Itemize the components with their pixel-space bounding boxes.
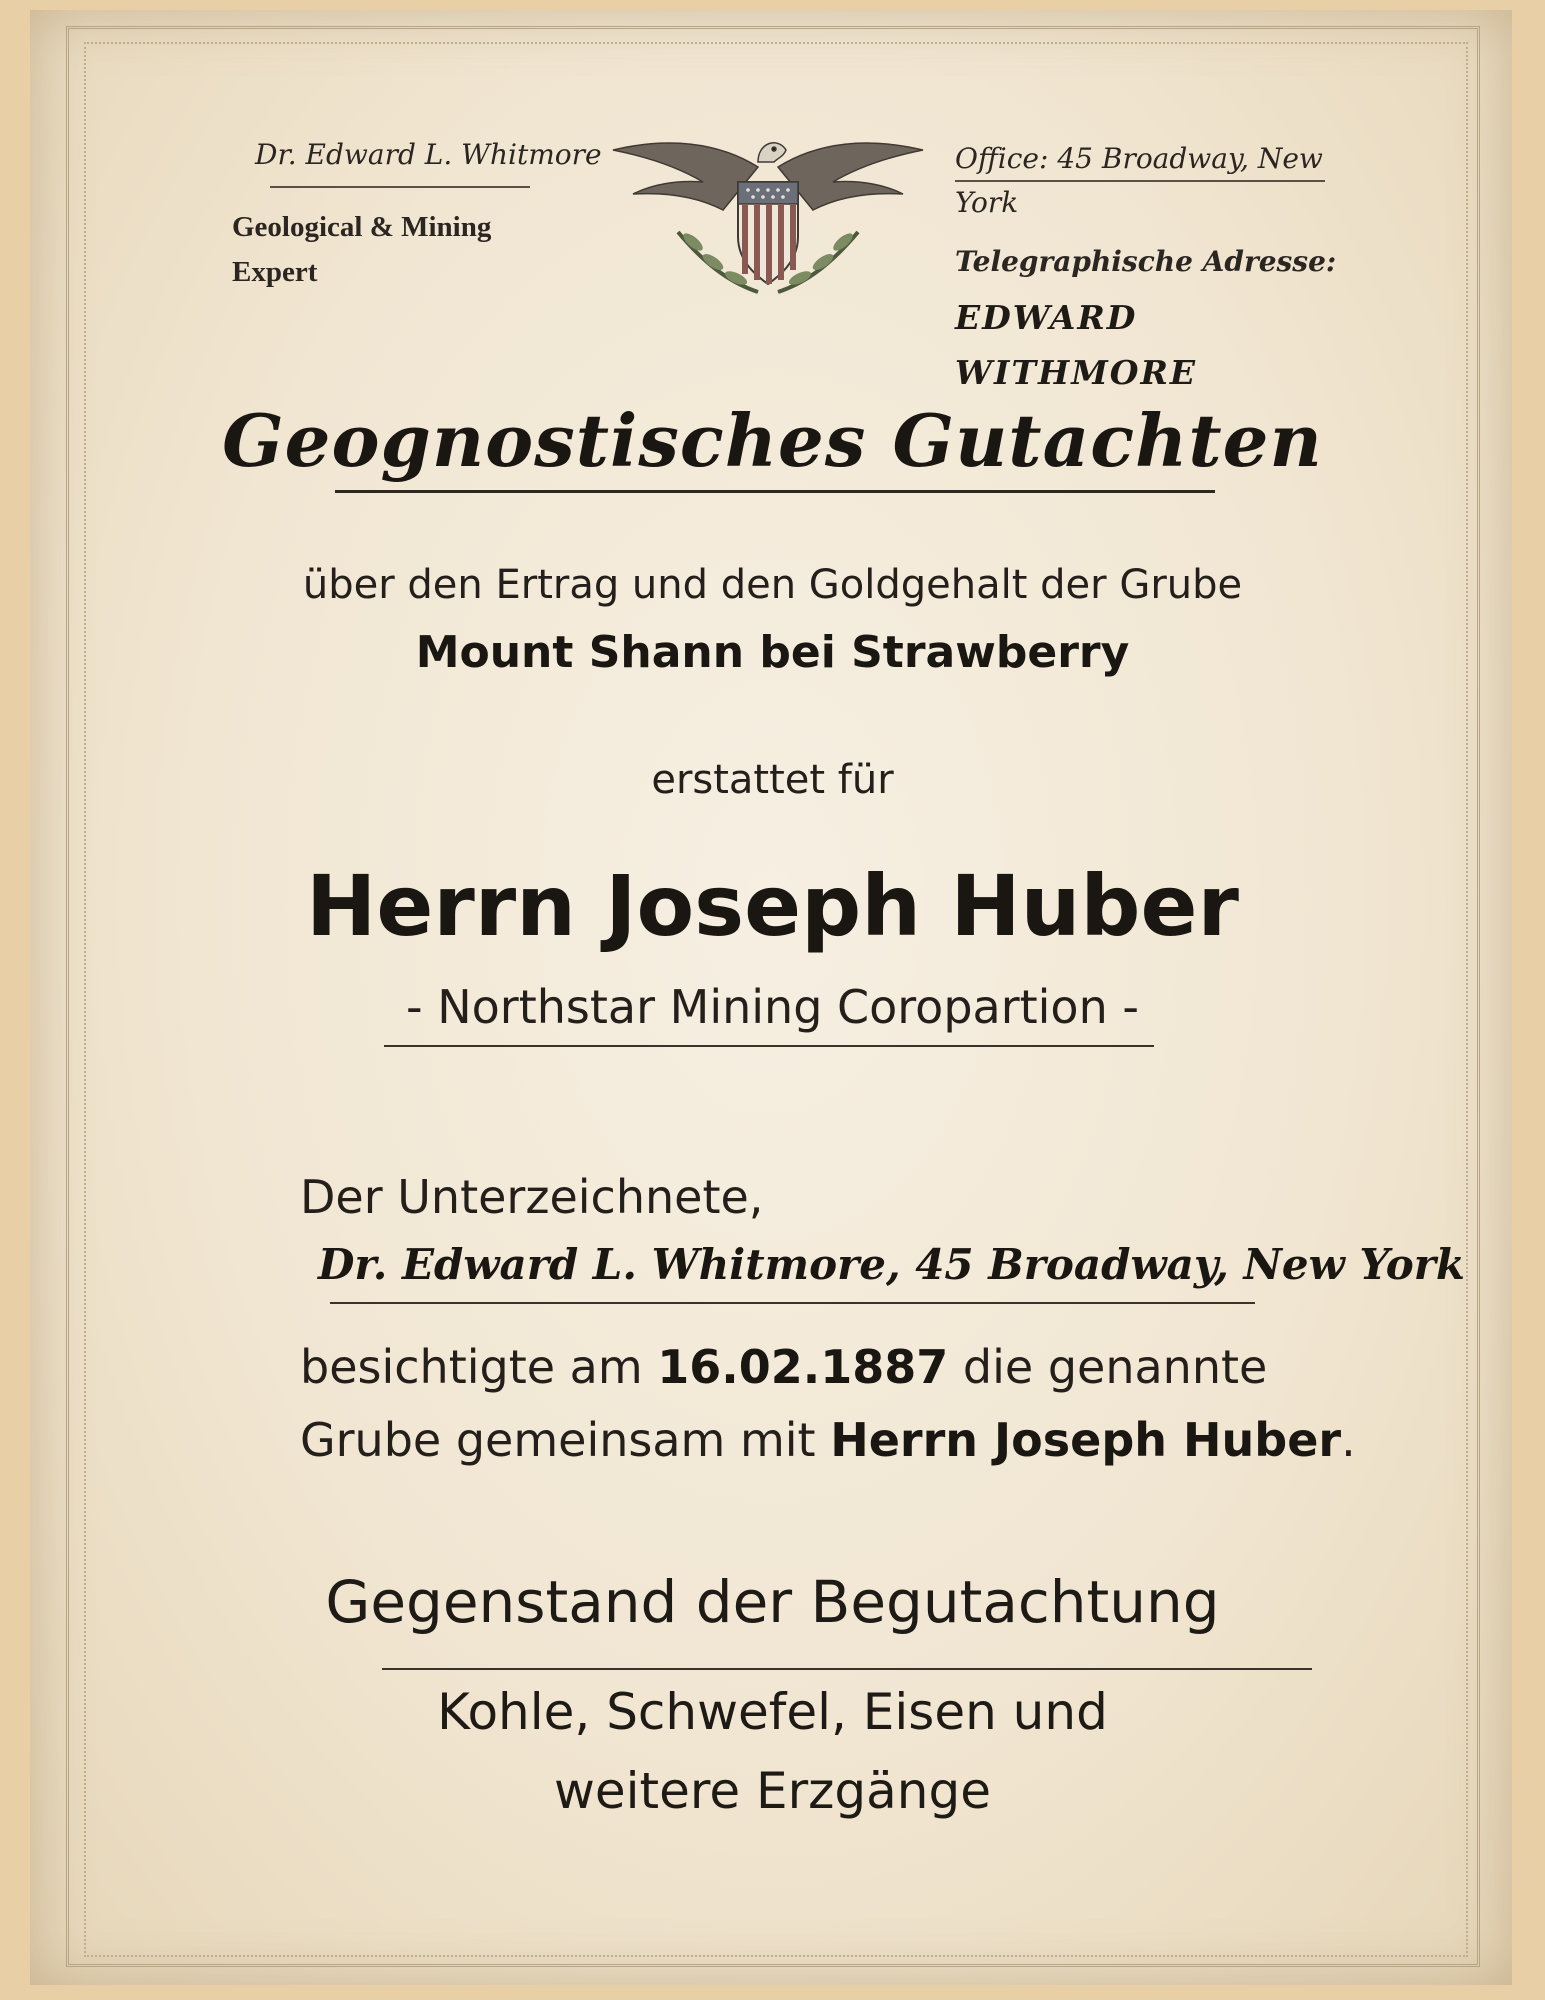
visit-line-2 (300, 1413, 1356, 1467)
visit-mid: die genannte (948, 1340, 1268, 1394)
subtitle-line-1: über den Ertrag und den Goldgehalt der Grube (302, 562, 1243, 608)
subtitle-line-3: erstattet für (651, 757, 894, 803)
header-expert-name: Dr. Edward L. Whitmore (255, 138, 602, 171)
signer-divider (330, 1302, 1255, 1304)
subject-divider (382, 1668, 1312, 1670)
signer-detail: Dr. Edward L. Whitmore, 45 Broadway, New York (318, 1240, 1465, 1289)
visit-date: 16.02.1887 (657, 1340, 949, 1394)
title-divider (335, 490, 1215, 493)
header-telegraph-address: EDWARD WITHMORE (955, 298, 1198, 392)
subject-line-1: Kohle, Schwefel, Eisen und (437, 1683, 1108, 1741)
header-telegraph-label: Telegraphische Adresse: (955, 245, 1337, 278)
client-name: Herrn Joseph Huber (306, 857, 1239, 955)
signer-intro: Der Unterzeichnete, (300, 1170, 764, 1224)
header-left-divider (270, 186, 530, 188)
visit-line-1 (300, 1340, 1267, 1394)
company-name: - Northstar Mining Coropartion - (406, 980, 1139, 1034)
header-expert-title: Geological & Mining Expert (232, 211, 492, 288)
visit-line2-prefix: Grube gemeinsam mit (300, 1413, 831, 1467)
header-office-address: Office: 45 Broadway, New York (955, 142, 1323, 219)
eagle-shield-icon (608, 122, 928, 307)
subject-heading: Gegenstand der Begutachtung (325, 1568, 1220, 1636)
header-right-divider (955, 180, 1325, 182)
company-divider (384, 1045, 1154, 1047)
subject-line-2: weitere Erzgänge (554, 1762, 991, 1820)
visit-person: Herrn Joseph Huber (830, 1413, 1342, 1467)
visit-line2-suffix: . (1341, 1413, 1356, 1467)
visit-prefix: besichtigte am (300, 1340, 658, 1394)
document-title: Geognostisches Gutachten (222, 398, 1323, 483)
mine-name: Mount Shann bei Strawberry (415, 627, 1130, 678)
